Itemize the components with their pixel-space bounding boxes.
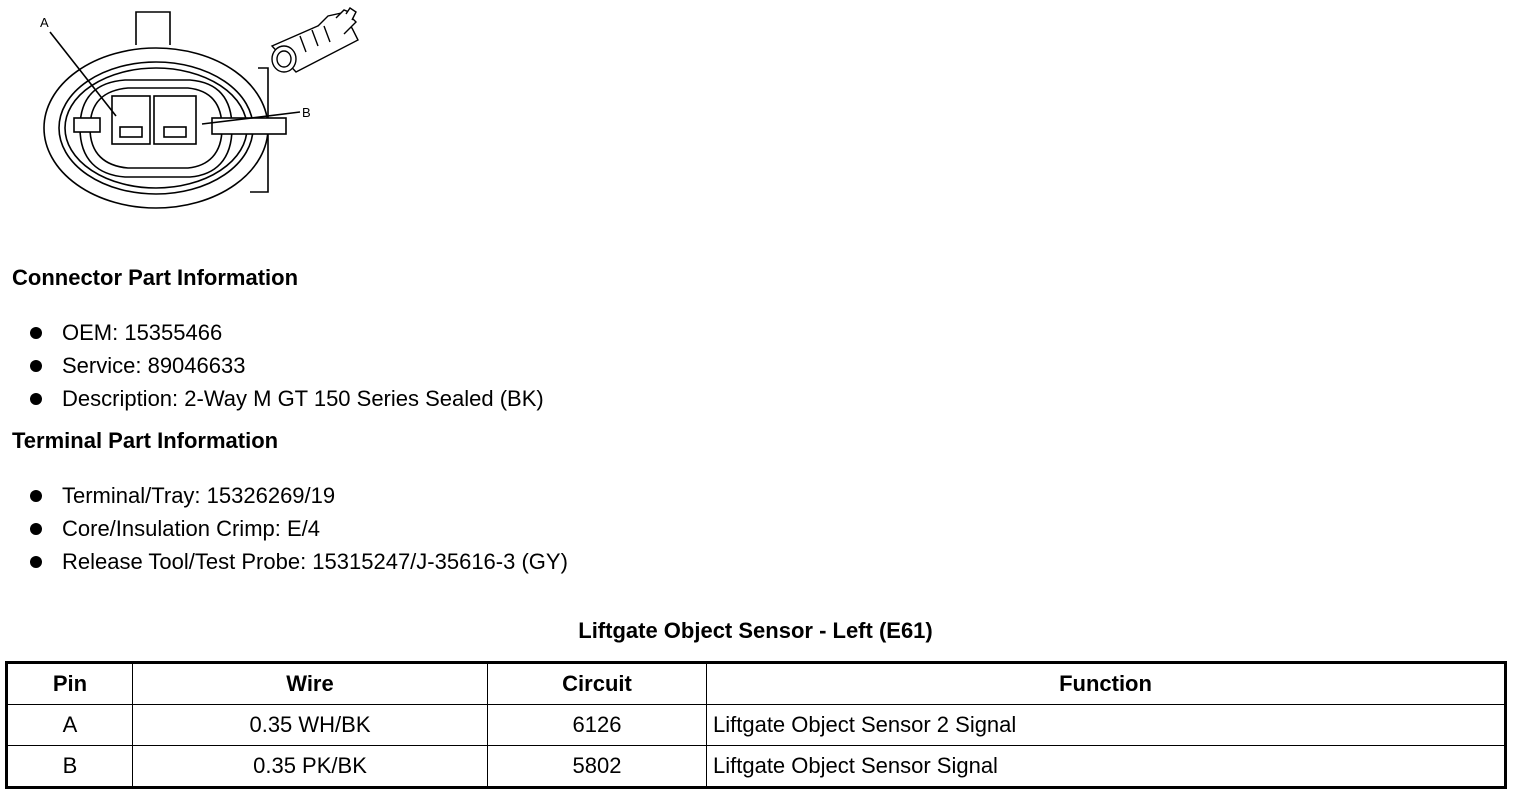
cell-pin: B <box>7 746 133 788</box>
bullet-icon <box>30 327 42 339</box>
connector-part-info-title: Connector Part Information <box>12 265 299 290</box>
bullet-icon <box>30 523 42 535</box>
table-caption: Liftgate Object Sensor - Left (E61) <box>578 618 933 643</box>
connector-face-illustration <box>0 0 400 220</box>
list-item <box>0 316 544 349</box>
list-item <box>0 512 568 545</box>
terminal-part-info-list <box>0 479 568 578</box>
connector-diagram <box>0 0 400 220</box>
bullet-icon <box>30 360 42 372</box>
list-item <box>0 382 544 415</box>
cell-wire: 0.35 WH/BK <box>133 705 488 746</box>
pin-b-label: B <box>302 105 311 120</box>
terminal-icon <box>272 8 358 72</box>
list-item <box>0 479 568 512</box>
cell-function: Liftgate Object Sensor Signal <box>707 746 1506 788</box>
table-row <box>7 705 1506 746</box>
connector-part-info-list <box>0 316 544 415</box>
header-function: Function <box>707 663 1506 705</box>
cell-pin: A <box>7 705 133 746</box>
pin-a-label: A <box>40 15 49 30</box>
list-item <box>0 349 544 382</box>
terminal-part-info-title: Terminal Part Information <box>12 428 279 453</box>
terminal-tray: Terminal/Tray: 15326269/19 <box>62 483 336 508</box>
bullet-icon <box>30 393 42 405</box>
header-wire: Wire <box>133 663 488 705</box>
bullet-icon <box>30 556 42 568</box>
terminal-release-tool: Release Tool/Test Probe: 15315247/J-35616-3 (GY) <box>62 549 568 574</box>
cell-circuit: 6126 <box>488 705 707 746</box>
header-pin: Pin <box>7 663 133 705</box>
pinout-table <box>5 661 1507 789</box>
table-header-row <box>7 663 1506 705</box>
connector-oem: OEM: 15355466 <box>62 320 223 345</box>
list-item <box>0 545 568 578</box>
cell-function: Liftgate Object Sensor 2 Signal <box>707 705 1506 746</box>
header-circuit: Circuit <box>488 663 707 705</box>
connector-service: Service: 89046633 <box>62 353 246 378</box>
cell-wire: 0.35 PK/BK <box>133 746 488 788</box>
connector-description: Description: 2-Way M GT 150 Series Sealed (BK) <box>62 386 544 411</box>
bullet-icon <box>30 490 42 502</box>
table-row <box>7 746 1506 788</box>
terminal-crimp: Core/Insulation Crimp: E/4 <box>62 516 320 541</box>
cell-circuit: 5802 <box>488 746 707 788</box>
